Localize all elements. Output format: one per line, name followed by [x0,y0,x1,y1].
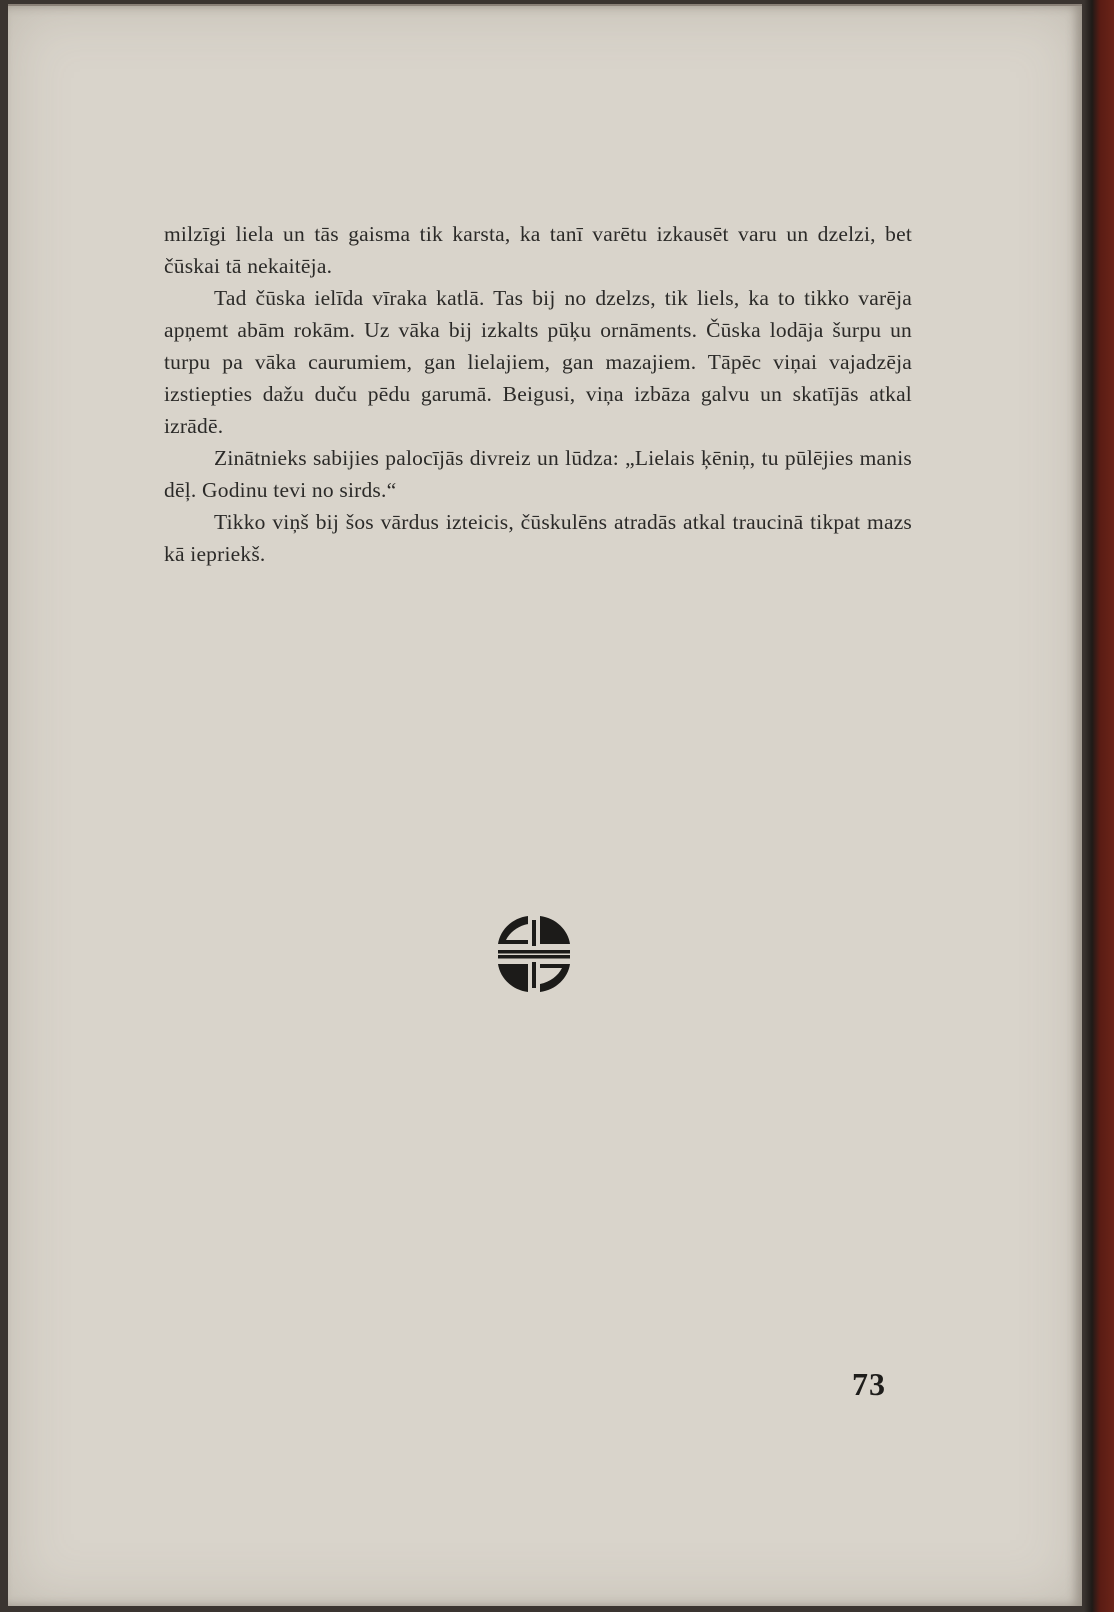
cross-circle-ornament-icon [494,914,574,994]
body-text [164,218,912,570]
paragraph-4: Tikko viņš bij šos vārdus izteicis, čūskulēns atradās atkal traucinā tikpat mazs kā iepriekš. [164,510,912,566]
page-number: 73 [852,1366,886,1402]
paragraph-3: Zinātnieks sabijies palocījās divreiz un lūdza: „Lielais ķēniņ, tu pūlējies manis dēļ. Godinu tevi no sirds.“ [164,446,912,502]
paragraph-1: milzīgi liela un tās gaisma tik karsta, ka tanī varētu izkausēt varu un dzelzi, bet čūskai tā nekaitēja. [164,222,912,278]
paragraph-2: Tad čūska ielīda vīraka katlā. Tas bij no dzelzs, tik liels, ka to tikko varēja apņemt abām rokām. Uz vāka bij izkalts pūķu ornāments. Čūska lodāja šurpu un turpu pa vāka caurumiem, gan lielajiem, gan mazajiem. Tāpēc viņai vajadzēja izstiepties dažu duču pēdu garumā. Beigusi, viņa izbāza galvu un skatījās atkal izrādē. [164,286,912,438]
